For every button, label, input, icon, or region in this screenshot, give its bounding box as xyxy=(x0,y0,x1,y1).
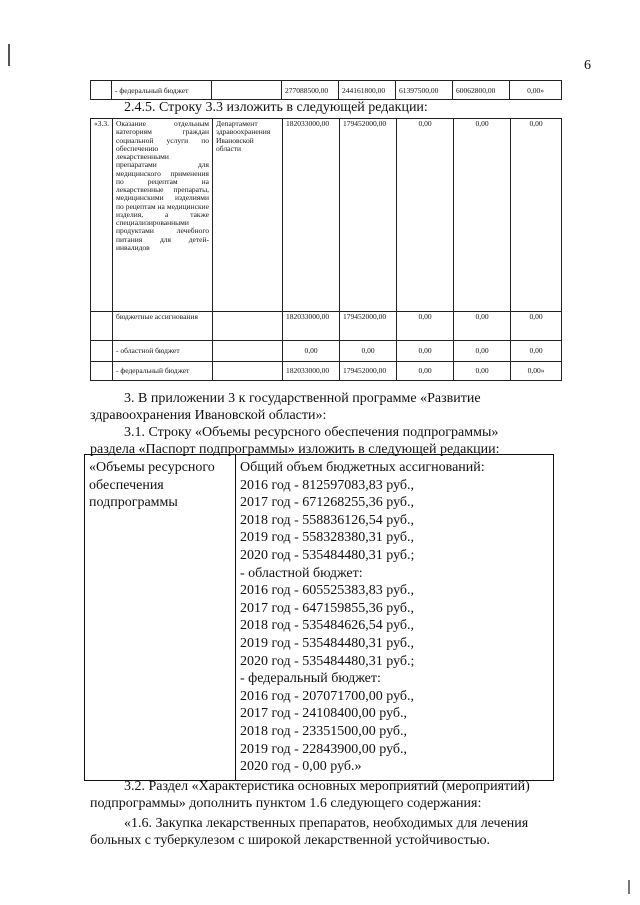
activity-name: Оказание отдельным категориям граждан социальной услуги по обеспечению лекарственными препаратами для медицинского применения по рецептам на лекарственные препараты, медицинскими изделиями по рецептам на медицинские изделия, а также специализированными продуктами лечебного питания для детей-инвалидов xyxy=(113,119,213,312)
resource-line: 2017 год - 24108400,00 руб., xyxy=(240,706,408,722)
resource-line: 2016 год - 812597083,83 руб., xyxy=(240,477,415,493)
table-row xyxy=(91,312,562,341)
resource-label-line: подпрограммы xyxy=(89,495,178,511)
table-cell: 0,00 xyxy=(397,362,454,381)
table-cell: 0,00 xyxy=(340,341,397,362)
resource-volume-table xyxy=(84,454,554,781)
paragraph-3-line-1: 3. В приложении 3 к государственной программе «Развитие xyxy=(124,391,481,406)
table-cell: 182033000,00 xyxy=(283,362,340,381)
executor: Департамент здравоохранения Ивановской области xyxy=(213,119,283,312)
resource-line: 2020 год - 535484480,31 руб.; xyxy=(240,547,415,563)
resource-line: - федеральный бюджет: xyxy=(240,671,381,687)
table-row xyxy=(91,119,562,312)
resource-label-line: обеспечения xyxy=(89,477,164,493)
resource-values-cell xyxy=(236,455,554,781)
table-cell: 0,00 xyxy=(511,341,562,362)
table-cell: 179452000,00 xyxy=(340,119,397,312)
table-row xyxy=(91,341,562,362)
resource-line: 2018 год - 23351500,00 руб., xyxy=(240,723,408,739)
resource-line: - областной бюджет: xyxy=(240,565,363,581)
table-cell: 0,00» xyxy=(510,81,562,100)
resource-line: 2018 год - 535484626,54 руб., xyxy=(240,618,415,634)
table-cell: 179452000,00 xyxy=(340,362,397,381)
row-3-3-table xyxy=(90,118,562,381)
table-row xyxy=(91,81,562,100)
top-budget-table xyxy=(90,80,562,100)
table-cell: 0,00 xyxy=(454,312,511,341)
paragraph-3-2-line-2: подпрограммы» дополнить пунктом 1.6 следующего содержания: xyxy=(90,796,482,811)
resource-line: 2020 год - 535484480,31 руб.; xyxy=(240,653,415,669)
resource-line: 2019 год - 535484480,31 руб., xyxy=(240,635,415,651)
resource-label-cell xyxy=(85,455,236,781)
resource-line: Общий объем бюджетных ассигнований: xyxy=(240,460,485,475)
section-heading-2-4-5: 2.4.5. Строку 3.3 изложить в следующей редакции: xyxy=(124,100,428,115)
paragraph-3-2-line-1: 3.2. Раздел «Характеристика основных мероприятий (мероприятий) xyxy=(124,779,530,794)
table-cell: 179452000,00 xyxy=(340,312,397,341)
table-cell: 0,00 xyxy=(283,341,340,362)
table-cell: - федеральный бюджет xyxy=(113,362,213,381)
table-cell: 0,00 xyxy=(511,312,562,341)
table-cell: 277088500,00 xyxy=(282,81,339,100)
scan-margin-mark xyxy=(8,44,10,66)
table-cell: 244161800,00 xyxy=(339,81,396,100)
paragraph-3-1-line-2: раздела «Паспорт подпрограммы» изложить в следующей редакции: xyxy=(90,442,500,457)
table-cell: 61397500,00 xyxy=(396,81,453,100)
table-cell: 182033000,00 xyxy=(283,119,340,312)
table-cell: 0,00 xyxy=(397,341,454,362)
resource-line: 2020 год - 0,00 руб.» xyxy=(240,759,362,775)
paragraph-3-1-line-1: 3.1. Строку «Объемы ресурсного обеспечения подпрограммы» xyxy=(124,425,499,440)
table-cell: 0,00 xyxy=(397,312,454,341)
table-cell: - областной бюджет xyxy=(113,341,213,362)
table-cell: 182033000,00 xyxy=(283,312,340,341)
table-cell: 0,00» xyxy=(511,362,562,381)
resource-line: 2019 год - 558328380,31 руб., xyxy=(240,530,415,546)
table-cell: - федеральный бюджет xyxy=(112,81,212,100)
resource-line: 2016 год - 207071700,00 руб., xyxy=(240,688,415,704)
table-cell: 0,00 xyxy=(511,119,562,312)
table-cell: бюджетные ассигнования xyxy=(113,312,213,341)
resource-line: 2017 год - 647159855,36 руб., xyxy=(240,600,415,616)
resource-line: 2017 год - 671268255,36 руб., xyxy=(240,495,415,511)
table-row xyxy=(85,455,554,781)
resource-label-line: «Объемы ресурсного xyxy=(89,460,215,475)
table-cell: 0,00 xyxy=(454,341,511,362)
page-number: 6 xyxy=(584,58,591,73)
resource-line: 2018 год - 558836126,54 руб., xyxy=(240,512,415,528)
table-cell: 0,00 xyxy=(397,119,454,312)
table-row xyxy=(91,362,562,381)
resource-line: 2016 год - 605525383,83 руб., xyxy=(240,583,415,599)
table-cell: 0,00 xyxy=(454,362,511,381)
scan-margin-mark xyxy=(628,880,630,894)
row-number: «3.3. xyxy=(91,119,113,312)
resource-line: 2019 год - 22843900,00 руб., xyxy=(240,741,408,757)
paragraph-3-line-2: здравоохранения Ивановской области»: xyxy=(90,408,327,423)
table-cell: 60062800,00 xyxy=(453,81,510,100)
table-cell: 0,00 xyxy=(454,119,511,312)
paragraph-1-6-line-1: «1.6. Закупка лекарственных препаратов, необходимых для лечения xyxy=(124,816,529,831)
paragraph-1-6-line-2: больных с туберкулезом с широкой лекарственной устойчивостью. xyxy=(90,833,491,848)
